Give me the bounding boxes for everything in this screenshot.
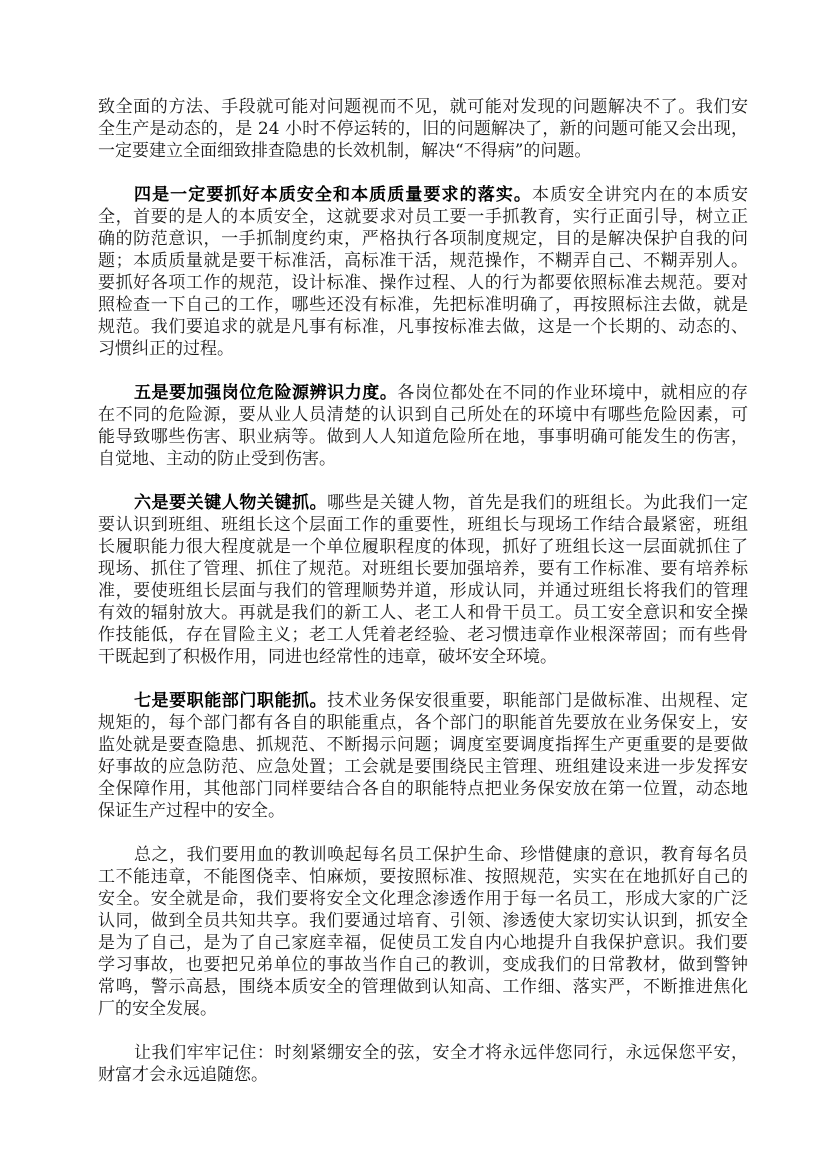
line-text: 致全面的方法、手段就可能对问题视而不见，就可能对发现的问题解决不了。我们安: [98, 97, 748, 117]
line-text: 工不能违章，不能图侥幸、怕麻烦，要按照标准、按照规范，实实在在地抓好自己的: [98, 867, 748, 887]
line-text: 题；本质质量就是要干标准活，高标准干活，规范操作，不糊弄自己、不糊弄别人。: [98, 251, 748, 271]
text-line: [98, 624, 748, 646]
text-line: [98, 382, 748, 404]
text-line: [98, 492, 748, 514]
paragraph-heading: 七是要职能部门职能抓。: [134, 691, 328, 711]
paragraph-heading: 五是要加强岗位危险源辨识力度。: [134, 383, 398, 403]
line-text: 常鸣，警示高悬，围绕本质安全的管理做到认知高、工作细、落实严，不断推进焦化: [98, 977, 748, 997]
text-line: [98, 646, 748, 668]
paragraph: [98, 492, 748, 668]
line-text: 全保障作用，其他部门同样要结合各自的职能特点把业务保安放在第一位置，动态地: [98, 779, 748, 799]
line-text: 各岗位都处在不同的作业环境中，就相应的存: [397, 383, 749, 403]
text-line: [98, 228, 748, 250]
line-text: 全生产是动态的，是 24 小时不停运转的，旧的问题解决了，新的问题可能又会出现，: [98, 119, 748, 139]
line-text: 监处就是要查隐患、抓规范、不断揭示问题；调度室要调度指挥生产更重要的是要做: [98, 735, 748, 755]
line-text: 是为了自己，是为了自己家庭幸福，促使员工发自内心地提升自我保护意识。我们要: [98, 933, 748, 953]
text-line: [98, 206, 748, 228]
line-text: 哪些是关键人物，首先是我们的班组长。为此我们一定: [327, 493, 749, 513]
line-text: 作技能低，存在冒险主义；老工人凭着老经验、老习惯违章作业根深蒂固；而有些骨: [98, 625, 748, 645]
text-line: [98, 118, 748, 140]
paragraph: [98, 96, 748, 162]
text-line: [98, 712, 748, 734]
line-text: 保证生产过程中的安全。: [98, 801, 285, 821]
line-text: 现场、抓住了管理、抓住了规范。对班组长要加强培养，要有工作标准、要有培养标: [98, 559, 748, 579]
text-line: [98, 514, 748, 536]
text-line: [98, 690, 748, 712]
line-text: 让我们牢牢记住：时刻紧绷安全的弦，安全才将永远伴您同行，永远保您平安，: [134, 1043, 748, 1063]
text-line: [98, 1042, 748, 1064]
line-text: 本质安全讲究内在的本质安: [532, 185, 748, 205]
line-text: 一定要建立全面细致排查隐患的长效机制，解决“不得病”的问题。: [98, 141, 592, 161]
text-line: [98, 536, 748, 558]
text-line: [98, 140, 748, 162]
line-text: 有效的辐射放大。再就是我们的新工人、老工人和骨干员工。员工安全意识和安全操: [98, 603, 748, 623]
line-text: 全，首要的是人的本质安全，这就要求对员工要一手抓教育，实行正面引导，树立正: [98, 207, 748, 227]
text-line: [98, 448, 748, 470]
text-line: [98, 316, 748, 338]
line-text: 准，要使班组长层面与我们的管理顺势并道，形成认同，并通过班组长将我们的管理: [98, 581, 748, 601]
paragraph: [98, 844, 748, 1020]
text-line: [98, 338, 748, 360]
line-text: 学习事故，也要把兄弟单位的事故当作自己的教训，变成我们的日常教材，做到警钟: [98, 955, 748, 975]
line-text: 认同，做到全员共知共享。我们要通过培育、引领、渗透使大家切实认识到，抓安全: [98, 911, 748, 931]
text-line: [98, 558, 748, 580]
line-text: 规范。我们要追求的就是凡事有标准，凡事按标准去做，这是一个长期的、动态的、: [98, 317, 748, 337]
text-line: [98, 998, 748, 1020]
line-text: 规矩的，每个部门都有各自的职能重点，各个部门的职能首先要放在业务保安上，安: [98, 713, 748, 733]
text-line: [98, 910, 748, 932]
text-line: [98, 404, 748, 426]
paragraph: [98, 1042, 748, 1086]
paragraph: [98, 382, 748, 470]
text-line: [98, 976, 748, 998]
line-text: 总之，我们要用血的教训唤起每名员工保护生命、珍惜健康的意识，教育每名员: [134, 845, 748, 865]
line-text: 干既起到了积极作用，同进也经常性的违章，破坏安全环境。: [98, 647, 557, 667]
text-line: [98, 580, 748, 602]
text-line: [98, 1064, 748, 1086]
paragraph-heading: 四是一定要抓好本质安全和本质质量要求的落实。: [134, 185, 532, 205]
line-text: 厂的安全发展。: [98, 999, 217, 1019]
text-line: [98, 844, 748, 866]
line-text: 确的防范意识，一手抓制度约束，严格执行各项制度规定，目的是解决保护自我的问: [98, 229, 748, 249]
text-line: [98, 756, 748, 778]
paragraph: [98, 184, 748, 360]
text-line: [98, 272, 748, 294]
text-line: [98, 888, 748, 910]
line-text: 安全。安全就是命，我们要将安全文化理念渗透作用于每一名员工，形成大家的广泛: [98, 889, 748, 909]
text-line: [98, 184, 748, 206]
line-text: 要抓好各项工作的规范，设计标准、操作过程、人的行为都要依照标准去规范。要对: [98, 273, 748, 293]
line-text: 在不同的危险源，要从业人员清楚的认识到自己所处在的环境中有哪些危险因素，可: [98, 405, 748, 425]
text-line: [98, 294, 748, 316]
text-line: [98, 602, 748, 624]
text-line: [98, 250, 748, 272]
paragraph-heading: 六是要关键人物关键抓。: [134, 493, 328, 513]
line-text: 财富才会永远追随您。: [98, 1065, 268, 1085]
line-text: 能导致哪些伤害、职业病等。做到人人知道危险所在地，事事明确可能发生的伤害，: [98, 427, 748, 447]
line-text: 习惯纠正的过程。: [98, 339, 234, 359]
line-text: 自觉地、主动的防止受到伤害。: [98, 449, 336, 469]
paragraph: [98, 690, 748, 822]
text-line: [98, 932, 748, 954]
text-line: [98, 866, 748, 888]
line-text: 好事故的应急防范、应急处置；工会就是要围绕民主管理、班组建设来进一步发挥安: [98, 757, 748, 777]
text-line: [98, 426, 748, 448]
line-text: 长履职能力很大程度就是一个单位履职程度的体现，抓好了班组长这一层面就抓住了: [98, 537, 748, 557]
document-page: [98, 96, 748, 1108]
text-line: [98, 800, 748, 822]
line-text: 要认识到班组、班组长这个层面工作的重要性，班组长与现场工作结合最紧密，班组: [98, 515, 748, 535]
line-text: 照检查一下自己的工作，哪些还没有标准，先把标准明确了，再按照标注去做，就是: [98, 295, 748, 315]
text-line: [98, 96, 748, 118]
text-line: [98, 954, 748, 976]
text-line: [98, 778, 748, 800]
text-line: [98, 734, 748, 756]
line-text: 技术业务保安很重要，职能部门是做标准、出规程、定: [327, 691, 749, 711]
